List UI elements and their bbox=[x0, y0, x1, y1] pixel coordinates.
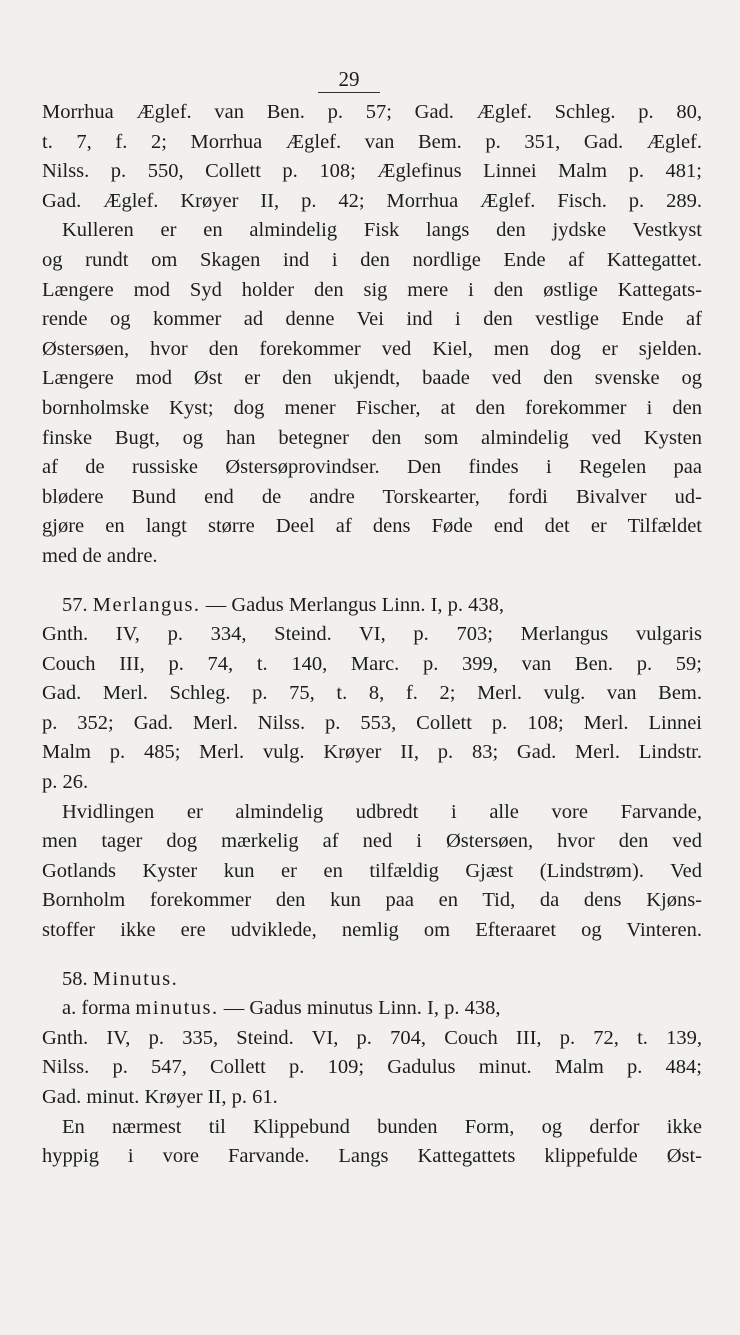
text-line: Malm p. 485; Merl. vulg. Krøyer II, p. 83; Gad. Merl. Lindstr. bbox=[42, 741, 702, 764]
text-line: af de russiske Østersøprovindser. Den findes i Regelen paa bbox=[42, 456, 702, 479]
text-line: Bornholm forekommer den kun paa en Tid, da dens Kjøns- bbox=[42, 889, 702, 912]
text-line: Gad. Merl. Schleg. p. 75, t. 8, f. 2; Merl. vulg. van Bem. bbox=[42, 682, 702, 705]
text-line: p. 26. bbox=[42, 771, 89, 794]
text-line: t. 7, f. 2; Morrhua Æglef. van Bem. p. 351, Gad. Æglef. bbox=[42, 130, 702, 153]
text-line: Hvidlingen er almindelig udbredt i alle vore Farvande, bbox=[62, 800, 702, 823]
section-gap bbox=[42, 946, 702, 965]
text-line: p. 352; Gad. Merl. Nilss. p. 553, Collett p. 108; Merl. Linnei bbox=[42, 711, 702, 734]
entry-citation: — Gadus minutus Linn. I, p. 438, bbox=[223, 997, 501, 1020]
text-line: Couch III, p. 74, t. 140, Marc. p. 399, van Ben. p. 59; bbox=[42, 652, 702, 675]
entry-citation: — Gadus Merlangus Linn. I, p. 438, bbox=[205, 593, 505, 616]
text-line: Gotlands Kyster kun er en tilfældig Gjæst (Lindstrøm). Ved bbox=[42, 859, 702, 882]
text-line: og rundt om Skagen ind i den nordlige Ende af Kattegattet. bbox=[42, 248, 702, 271]
forma-name: minutus. bbox=[135, 997, 219, 1020]
text-line: Kulleren er en almindelig Fisk langs den jydske Vestkyst bbox=[62, 219, 702, 242]
text-line: Nilss. p. 547, Collett p. 109; Gadulus minut. Malm p. 484; bbox=[42, 1056, 702, 1079]
text-line: hyppig i vore Farvande. Langs Kattegattets klippefulde Øst- bbox=[42, 1145, 702, 1168]
text-line: stoffer ikke ere udviklede, nemlig om Efteraaret og Vinteren. bbox=[42, 919, 702, 942]
text-line: men tager dog mærkelig af ned i Østersøen, hvor den ved bbox=[42, 830, 702, 853]
text-line: Morrhua Æglef. van Ben. p. 57; Gad. Æglef. Schleg. p. 80, bbox=[42, 101, 702, 123]
text-line: Gad. minut. Krøyer II, p. 61. bbox=[42, 1086, 278, 1108]
entry-heading-minutus bbox=[42, 965, 702, 995]
text-line: Længere mod Øst er den ukjendt, baade ved den svenske og bbox=[42, 367, 702, 390]
entry-number: 58. bbox=[62, 967, 88, 990]
text-line: rende og kommer ad denne Vei ind i den vestlige Ende af bbox=[42, 308, 702, 331]
text-line: Længere mod Syd holder den sig mere i den østlige Kattegats- bbox=[42, 278, 702, 301]
text-line: Østersøen, hvor den forekommer ved Kiel, men dog er sjelden. bbox=[42, 337, 702, 360]
entry-heading-merlangus bbox=[42, 591, 702, 621]
text-line: En nærmest til Klippebund bunden Form, og derfor ikke bbox=[62, 1115, 702, 1138]
entry-name: Minutus. bbox=[92, 967, 179, 990]
text-line: gjøre en langt større Deel af dens Føde end det er Tilfældet bbox=[42, 515, 702, 538]
text-line: Gnth. IV, p. 335, Steind. VI, p. 704, Couch III, p. 72, t. 139, bbox=[42, 1026, 702, 1049]
page-number: 29 bbox=[318, 66, 380, 93]
body-text bbox=[42, 98, 702, 1172]
text-line: blødere Bund end de andre Torskearter, fordi Bivalver ud- bbox=[42, 485, 702, 508]
text-line: Gnth. IV, p. 334, Steind. VI, p. 703; Merlangus vulgaris bbox=[42, 623, 702, 646]
text-line: Nilss. p. 550, Collett p. 108; Æglefinus Linnei Malm p. 481; bbox=[42, 160, 702, 183]
text-line: finske Bugt, og han betegner den som almindelig ved Kysten bbox=[42, 426, 702, 449]
text-line: Gad. Æglef. Krøyer II, p. 42; Morrhua Æglef. Fisch. p. 289. bbox=[42, 189, 702, 212]
entry-number: 57. bbox=[62, 593, 88, 616]
forma-label: a. forma bbox=[62, 997, 131, 1020]
text-line: bornholmske Kyst; dog mener Fischer, at den forekommer i den bbox=[42, 396, 702, 419]
entry-subheading-forma bbox=[42, 994, 702, 1024]
section-gap bbox=[42, 572, 702, 591]
entry-name: Merlangus. bbox=[92, 593, 201, 616]
text-line: med de andre. bbox=[42, 544, 158, 567]
